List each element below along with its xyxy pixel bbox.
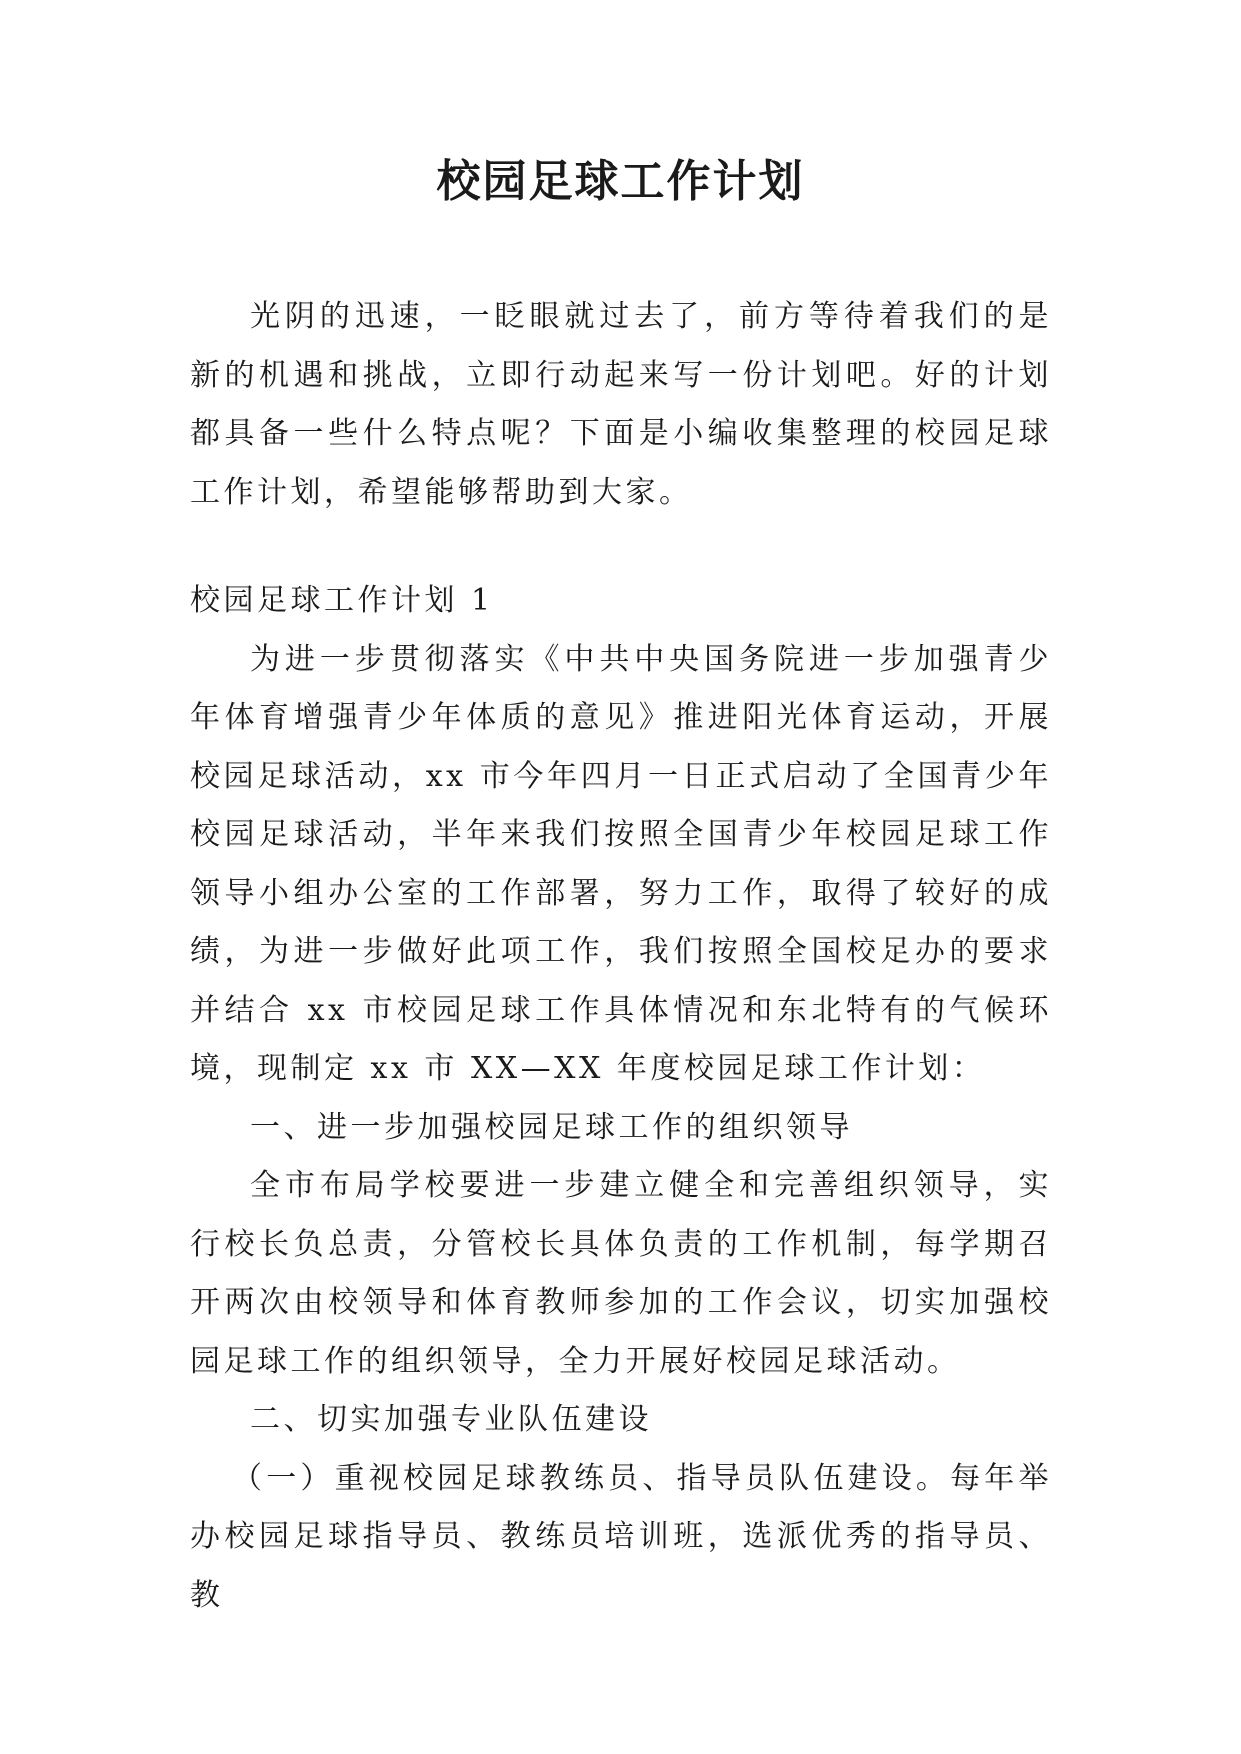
item-1-heading: 一、进一步加强校园足球工作的组织领导	[250, 1109, 853, 1145]
item-1-text: 全市布局学校要进一步建立健全和完善组织领导，实行校长负总责，分管校长具体负责的工作机制，每学期召开两次由校领导和体育教师参加的工作会议，切实加强校园足球工作的组织领导，全力开展好校园足球活动。	[190, 1168, 1052, 1379]
document-title: 校园足球工作计划	[436, 156, 805, 207]
item-2-sub-1: （一）重视校园足球教练员、指导员队伍建设。每年举办校园足球指导员、教练员培训班，选派优秀的指导员、教	[190, 1460, 1052, 1613]
intro-paragraph: 光阴的迅速，一眨眼就过去了，前方等待着我们的是新的机遇和挑战，立即行动起来写一份计划吧。好的计划都具备一些什么特点呢？下面是小编收集整理的校园足球工作计划，希望能够帮助到大家。	[190, 299, 1052, 510]
paragraph-1: 为进一步贯彻落实《中共中央国务院进一步加强青少年体育增强青少年体质的意见》推进阳光体育运动，开展校园足球活动，xx 市今年四月一日正式启动了全国青少年校园足球活动，半年来我们按照全国青少年校园足球工作领导小组办公室的工作部署，努力工作，取得了较好的成绩，为进一步做好此项工作，我们按照全国校足办的要求并结合 xx 市校园足球工作具体情况和东北特有的气候环境，现制定 xx 市 XX—XX 年度校园足球工作计划：	[190, 641, 1052, 1086]
section-heading: 校园足球工作计划 1	[190, 583, 494, 618]
item-2-heading: 二、切实加强专业队伍建设	[250, 1402, 652, 1437]
document-body	[190, 288, 1052, 1625]
